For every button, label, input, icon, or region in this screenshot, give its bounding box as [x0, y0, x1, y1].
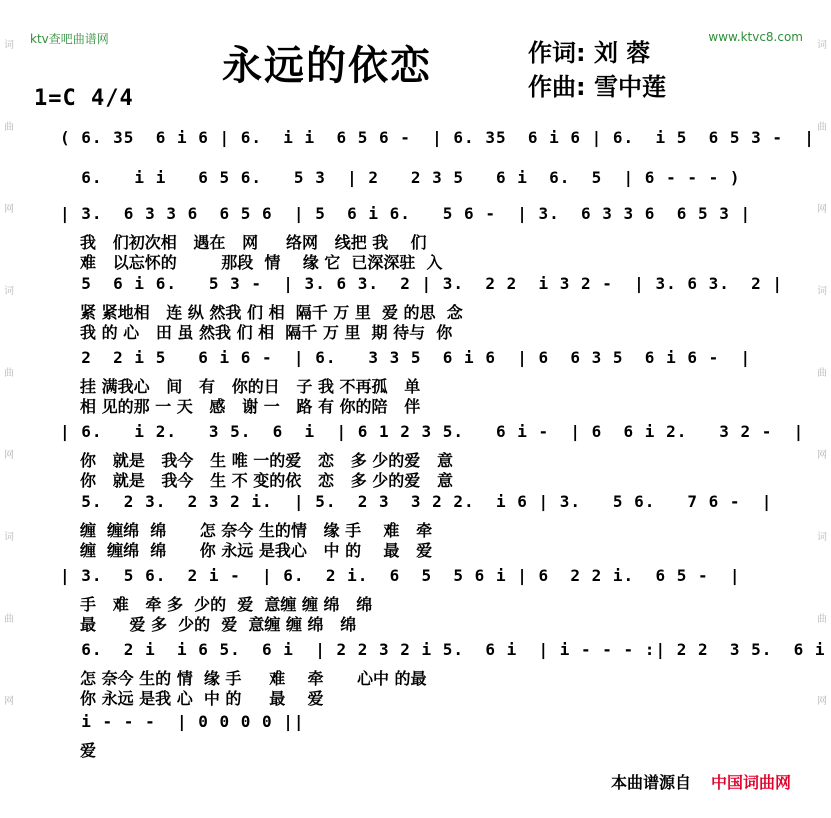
lyric-line: 紧 紧地相 连 纵 然我 们 相 隔千 万 里 爱 的思 念: [80, 303, 463, 322]
lyric-line: 手 难 牵 多 少的 爱 意缠 缠 绵 绵: [80, 595, 373, 614]
lyric-line: 我 的 心 田 虽 然我 们 相 隔千 万 里 期 待与 你: [80, 323, 453, 342]
notation-line: 5. 2 3. 2 3 2 i. | 5. 2 3 3 2 2. i 6 | 3. 5 6. 7 6 - |: [60, 492, 773, 511]
watermark-right: www.ktvc8.com: [708, 30, 803, 44]
lyric-line: 缠 缠绵 绵 怎 奈今 生的情 缘 手 难 牵: [80, 521, 433, 540]
watermark-left: ktv查吧曲谱网: [30, 32, 109, 46]
lyric-line: 最 爱 多 少的 爱 意缠 缠 绵 绵: [80, 615, 357, 634]
lyric-line: 怎 奈今 生的 情 缘 手 难 牵 心中 的最: [80, 669, 427, 688]
composer: 作曲: 雪中莲: [528, 73, 666, 101]
side-watermark-char: 网: [817, 204, 827, 215]
lyric-line: 难 以忘怀的 那段 情 缘 它 已深深驻 入: [80, 253, 443, 272]
lyricist: 作词: 刘 蓉: [528, 39, 651, 67]
lyric-line: 相 见的那 一 天 感 谢 一 路 有 你的陪 伴: [80, 397, 421, 416]
side-watermark-char: 网: [4, 450, 14, 461]
credits: [528, 36, 666, 104]
side-watermark-char: 网: [817, 696, 827, 707]
notation-line: 6. i i 6 5 6. 5 3 | 2 2 3 5 6 i 6. 5 | 6 - - - ): [60, 168, 741, 187]
lyric-line: 缠 缠绵 绵 你 永远 是我心 中 的 最 爱: [80, 541, 433, 560]
side-watermark-char: 网: [4, 204, 14, 215]
beam-line: [80, 512, 710, 513]
lyric-line: 你 就是 我今 生 唯 一的爱 恋 多 少的爱 意: [80, 451, 453, 470]
lyric-line: 你 就是 我今 生 不 变的依 恋 多 少的爱 意: [80, 471, 453, 490]
beam-line: [80, 586, 710, 587]
lyric-line: 挂 满我心 间 有 你的日 子 我 不再孤 单: [80, 377, 421, 396]
side-watermark-char: 曲: [4, 122, 14, 133]
lyric-line: 你 永远 是我 心 中 的 最 爱: [80, 689, 324, 708]
side-watermark-char: 曲: [817, 122, 827, 133]
song-title: 永远的依恋: [222, 42, 432, 89]
beam-line: [80, 224, 710, 225]
side-watermark-char: 曲: [817, 614, 827, 625]
key-signature: 1=C 4/4: [34, 86, 134, 111]
lyric-line: 爱: [80, 741, 97, 760]
side-watermark-char: 曲: [817, 368, 827, 379]
side-watermark-char: 词: [817, 40, 827, 51]
beam-line: [80, 148, 710, 149]
notation-line: | 6. i 2. 3 5. 6 i | 6 1 2 3 5. 6 i - | 6 6 i 2. 3 2 - |: [60, 422, 805, 441]
side-watermark-char: 词: [4, 40, 14, 51]
beam-line: [80, 442, 710, 443]
beam-line: [80, 732, 710, 733]
side-watermark-char: 网: [817, 450, 827, 461]
side-watermark-char: 词: [817, 532, 827, 543]
side-watermark-right: [815, 40, 829, 778]
beam-line: [80, 188, 710, 189]
beam-line: [80, 294, 710, 295]
footer-site-link[interactable]: 中国词曲网: [710, 773, 791, 792]
notation-line: i - - - | 0 0 0 0 ||: [60, 712, 305, 731]
side-watermark-char: 网: [4, 696, 14, 707]
side-watermark-char: 词: [4, 286, 14, 297]
beam-line: [80, 660, 710, 661]
notation-line: | 3. 6 3 3 6 6 5 6 | 5 6 i 6. 5 6 - | 3. 6 3 3 6 6 5 3 |: [60, 204, 752, 223]
side-watermark-char: 曲: [4, 614, 14, 625]
notation-line: 6. 2 i i 6 5. 6 i | 2 2 3 2 i 5. 6 i | i - - - :| 2 2 3 5. 6 i: [60, 640, 826, 659]
side-watermark-char: 词: [4, 532, 14, 543]
notation-line: ( 6. 35 6 i 6 | 6. i i 6 5 6 - | 6. 35 6 i 6 | 6. i 5 6 5 3 - |: [60, 128, 815, 147]
side-watermark-left: [2, 40, 16, 778]
lyric-line: 我 们初次相 遇在 网 络网 线把 我 们: [80, 233, 427, 252]
notation-line: | 3. 5 6. 2 i - | 6. 2 i. 6 5 5 6 i | 6 2 2 i. 6 5 - |: [60, 566, 741, 585]
side-watermark-char: 词: [817, 286, 827, 297]
side-watermark-char: 曲: [4, 368, 14, 379]
notation-line: 2 2 i 5 6 i 6 - | 6. 3 3 5 6 i 6 | 6 6 3 5 6 i 6 - |: [60, 348, 752, 367]
footer-source: 本曲谱源自: [610, 773, 691, 792]
beam-line: [80, 368, 710, 369]
notation-line: 5 6 i 6. 5 3 - | 3. 6 3. 2 | 3. 2 2 i 3 2 - | 3. 6 3. 2 |: [60, 274, 784, 293]
